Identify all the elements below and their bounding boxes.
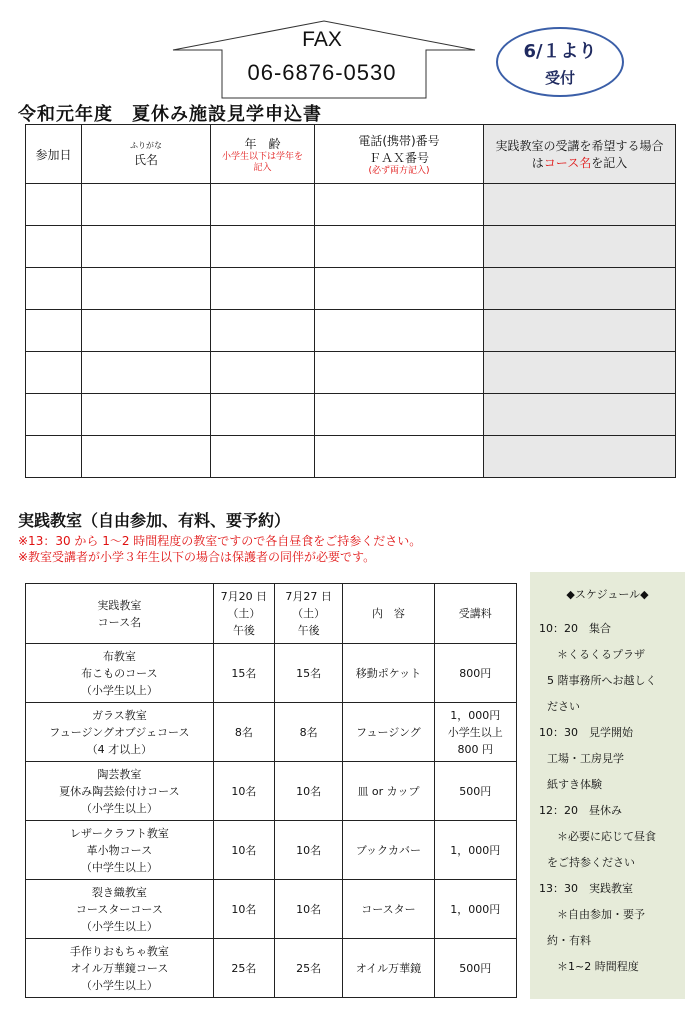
application-row (26, 436, 676, 478)
course-fee: 1，000円 小学生以上 800 円 (434, 703, 516, 762)
application-row (26, 268, 676, 310)
schedule-line: ＊くるくるプラザ (557, 648, 645, 661)
badge-label: 受付 (544, 69, 575, 87)
application-row (26, 310, 676, 352)
schedule-panel (530, 572, 685, 999)
schedule-line: 約・有料 (547, 934, 591, 947)
cell-phone[interactable] (315, 268, 484, 310)
header-phone-label: 電話(携帯)番号 (358, 133, 440, 148)
course-name: 布教室 布こものコース （小学生以上） (26, 644, 214, 703)
course-fee: 500円 (434, 939, 516, 998)
cell-age[interactable] (211, 394, 315, 436)
capacity-0727: 10名 (274, 880, 342, 939)
schedule-line: 5 階事務所へお越しく (547, 674, 657, 687)
cell-course[interactable] (484, 268, 676, 310)
course-row (26, 762, 517, 821)
capacity-0727: 25名 (274, 939, 342, 998)
course-content: オイル万華鏡 (343, 939, 434, 998)
header-date: 参加日 (26, 125, 82, 184)
cell-age[interactable] (211, 226, 315, 268)
cell-course[interactable] (484, 394, 676, 436)
cell-name[interactable] (82, 226, 211, 268)
schedule-title: ◆スケジュール◆ (566, 588, 649, 601)
cell-date[interactable] (26, 436, 82, 478)
header-age (211, 125, 315, 184)
cell-date[interactable] (26, 184, 82, 226)
capacity-0720: 8名 (213, 703, 274, 762)
schedule-line: ＊自由参加・要予 (557, 908, 645, 921)
application-row (26, 352, 676, 394)
cell-age[interactable] (211, 352, 315, 394)
course-table (25, 583, 517, 998)
cell-name[interactable] (82, 352, 211, 394)
header-name (82, 125, 211, 184)
course-content: コースター (343, 880, 434, 939)
header-course-name: 実践教室 コース名 (26, 584, 214, 644)
cell-date[interactable] (26, 268, 82, 310)
course-name: 陶芸教室 夏休み陶芸絵付けコース （小学生以上） (26, 762, 214, 821)
reception-start-badge (496, 27, 624, 97)
schedule-line: ＊1~2 時間程度 (557, 960, 639, 973)
capacity-0720: 15名 (213, 644, 274, 703)
schedule-line: 13：30 実践教室 (539, 882, 633, 895)
course-fee: 1，000円 (434, 880, 516, 939)
cell-course[interactable] (484, 352, 676, 394)
header-age-note: 小学生以下は学年を記入 (221, 151, 303, 173)
schedule-line: ＊必要に応じて昼食 (557, 830, 656, 843)
schedule-line: 工場・工房見学 (547, 752, 624, 765)
application-header-row (26, 125, 676, 184)
schedule-line: をご持参ください (547, 856, 635, 869)
cell-phone[interactable] (315, 394, 484, 436)
header-name-label: 氏名 (133, 153, 158, 167)
header-phone-note: (必ず両方記入) (368, 165, 430, 176)
schedule-line: 12：20 昼休み (539, 804, 622, 817)
schedule-line: 10：30 見学開始 (539, 726, 633, 739)
header-fax-label: ＦＡＸ番号 (368, 150, 429, 165)
header-date-0720: 7月20 日 （土） 午後 (213, 584, 274, 644)
course-name: レザークラフト教室 革小物コース （中学生以上） (26, 821, 214, 880)
cell-age[interactable] (211, 184, 315, 226)
capacity-0720: 10名 (213, 880, 274, 939)
cell-phone[interactable] (315, 310, 484, 352)
capacity-0727: 8名 (274, 703, 342, 762)
section-title: 実践教室（自由参加、有料、要予約） (18, 511, 291, 530)
cell-course[interactable] (484, 226, 676, 268)
course-row (26, 703, 517, 762)
badge-date: 6/１より (523, 41, 597, 62)
application-row (26, 184, 676, 226)
course-fee: 500円 (434, 762, 516, 821)
fax-title: FAX (302, 28, 342, 51)
course-content: 移動ポケット (343, 644, 434, 703)
course-name: 裂き織教室 コースターコース （小学生以上） (26, 880, 214, 939)
fax-number: 06-6876-0530 (247, 60, 397, 85)
header-date-0727: 7月27 日 （土） 午後 (274, 584, 342, 644)
course-header-row (26, 584, 517, 644)
header-fee: 受講料 (434, 584, 516, 644)
cell-age[interactable] (211, 310, 315, 352)
note-guardian: ※教室受講者が小学３年生以下の場合は保護者の同伴が必要です。 (18, 550, 376, 564)
cell-course[interactable] (484, 184, 676, 226)
capacity-0727: 10名 (274, 762, 342, 821)
capacity-0720: 25名 (213, 939, 274, 998)
course-name: ガラス教室 フュージングオブジェコース （4 才以上） (26, 703, 214, 762)
cell-name[interactable] (82, 268, 211, 310)
course-row (26, 880, 517, 939)
form-title: 令和元年度 夏休み施設見学申込書 (18, 104, 322, 125)
course-fee: 1，000円 (434, 821, 516, 880)
course-row (26, 644, 517, 703)
cell-course[interactable] (484, 436, 676, 478)
cell-age[interactable] (211, 268, 315, 310)
capacity-0720: 10名 (213, 821, 274, 880)
cell-date[interactable] (26, 226, 82, 268)
cell-date[interactable] (26, 394, 82, 436)
cell-phone[interactable] (315, 184, 484, 226)
header-furigana: ふりがな (130, 141, 162, 150)
cell-age[interactable] (211, 436, 315, 478)
course-content: ブックカバー (343, 821, 434, 880)
capacity-0720: 10名 (213, 762, 274, 821)
header-phone (315, 125, 484, 184)
cell-phone[interactable] (315, 436, 484, 478)
cell-name[interactable] (82, 310, 211, 352)
cell-date[interactable] (26, 352, 82, 394)
cell-name[interactable] (82, 184, 211, 226)
application-row (26, 226, 676, 268)
header-age-label: 年 齢 (244, 136, 281, 151)
course-row (26, 939, 517, 998)
cell-name[interactable] (82, 436, 211, 478)
course-name: 手作りおもちゃ教室 オイル万華鏡コース （小学生以上） (26, 939, 214, 998)
application-row (26, 394, 676, 436)
course-content: フュージング (343, 703, 434, 762)
schedule-line: 紙すき体験 (547, 778, 602, 791)
schedule-line: ださい (547, 700, 580, 713)
application-table (25, 124, 676, 478)
header-content: 内 容 (343, 584, 434, 644)
cell-course[interactable] (484, 310, 676, 352)
capacity-0727: 10名 (274, 821, 342, 880)
note-lunch: ※13：30 から 1～2 時間程度の教室ですので各自昼食をご持参ください。 (18, 534, 422, 548)
cell-phone[interactable] (315, 226, 484, 268)
course-row (26, 821, 517, 880)
cell-name[interactable] (82, 394, 211, 436)
cell-phone[interactable] (315, 352, 484, 394)
schedule-line: 10：20 集合 (539, 622, 611, 635)
header-course: 実践教室の受講を希望する場合はコース名を記入 (484, 125, 676, 184)
course-content: 皿 or カップ (343, 762, 434, 821)
capacity-0727: 15名 (274, 644, 342, 703)
cell-date[interactable] (26, 310, 82, 352)
course-fee: 800円 (434, 644, 516, 703)
